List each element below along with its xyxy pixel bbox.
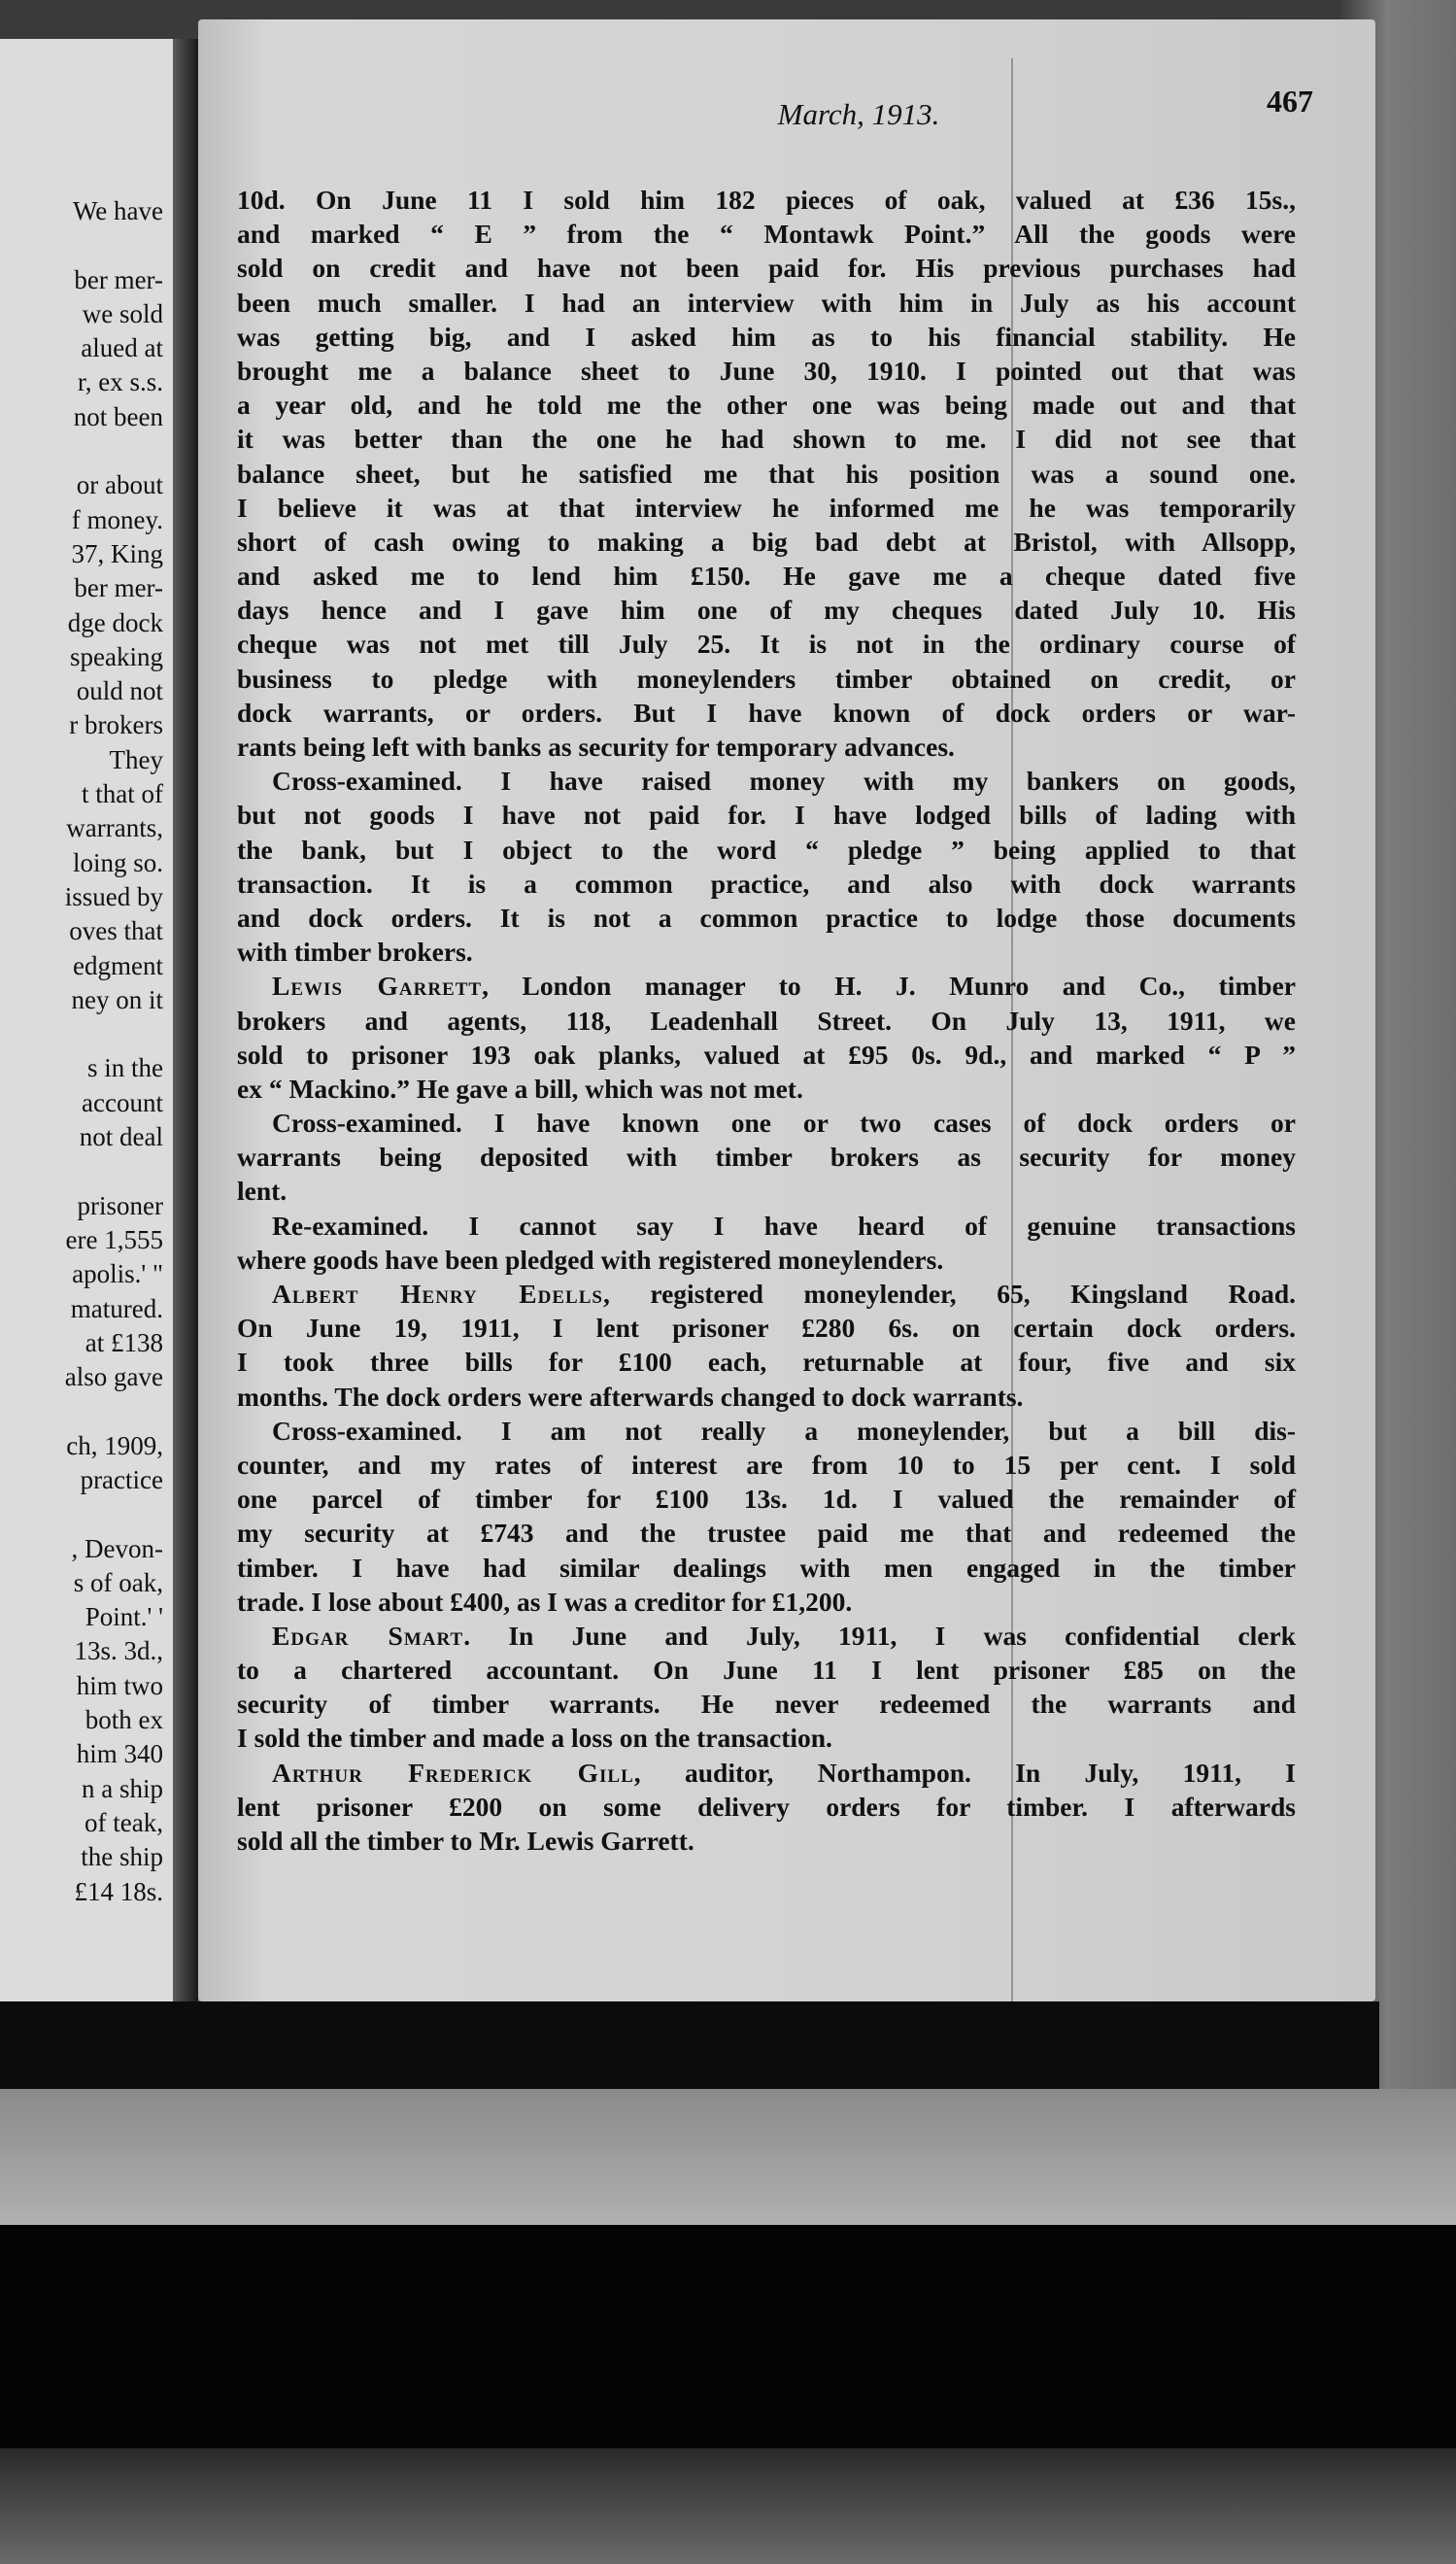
text-line: short of cash owing to making a big bad debt at Bristol, with Allsopp, [237,526,1296,557]
left-page-line: we sold [82,298,163,328]
text-line: cheque was not met till July 25. It is not in the ordinary course of [237,629,1296,660]
text-line: and asked me to lend him £150. He gave me a cheque dated five [237,561,1296,592]
left-page-line: 13s. 3d., [74,1636,163,1666]
left-page-line: warrants, [66,813,163,843]
witness-name: Albert Henry Edells [272,1279,603,1309]
line-text: , London manager to H. J. Munro and Co., timber [482,971,1296,1002]
text-line: sold on credit and have not been paid for. His previous purchases had [237,253,1296,284]
text-line: with timber brokers. [237,937,473,968]
text-line: On June 19, 1911, I lent prisoner £280 6s. on certain dock orders. [237,1313,1296,1344]
paragraph [237,183,1296,764]
left-page-line: r, ex s.s. [77,367,163,397]
text-line [237,1619,1296,1653]
left-page-line: dge dock [67,607,163,637]
right-page [198,19,1375,2001]
text-line: I took three bills for £100 each, returnable at four, five and six [237,1347,1296,1378]
paragraph [237,1106,1296,1209]
text-line: was getting big, and I asked him as to his financial stability. He [237,321,1296,352]
witness-name: Arthur Frederick Gill [272,1757,634,1788]
left-page-line: ber mer- [74,264,163,294]
left-page-line: the ship [81,1842,163,1872]
text-line: brought me a balance sheet to June 30, 1910. I pointed out that was [237,355,1296,386]
left-page-line: matured. [70,1293,163,1323]
text-line: Cross-examined. I have known one or two cases of dock orders or [272,1108,1296,1139]
text-line: balance sheet, but he satisfied me that his position was a sound one. [237,458,1296,489]
left-page-line: r brokers [69,710,163,740]
text-line: sold all the timber to Mr. Lewis Garrett. [237,1826,694,1856]
left-page-line: oves that [69,916,163,946]
left-page-line: t that of [82,779,163,809]
witness-name: Edgar Smart [272,1620,464,1651]
scan-black-bar [0,2225,1456,2448]
text-line [237,1277,1296,1311]
text-line [237,1756,1296,1790]
paragraph [237,1756,1296,1859]
left-page-line: practice [80,1464,163,1494]
text-line: I sold the timber and made a loss on the transaction. [237,1723,832,1754]
text-line: to a chartered accountant. On June 11 I lent prisoner £85 on the [237,1655,1296,1686]
left-page-line: both ex [85,1705,163,1735]
left-page-line: ch, 1909, [66,1430,163,1460]
book-gutter [173,39,198,2016]
left-page-line: We have [72,196,163,225]
line-text: . In June and July, 1911, I was confidential clerk [463,1620,1296,1651]
text-line: Re-examined. I cannot say I have heard of genuine transactions [272,1210,1296,1241]
line-text: , registered moneylender, 65, Kingsland Road. [602,1279,1297,1309]
text-line: and marked “ E ” from the “ Montawk Point.” All the goods were [237,219,1296,250]
text-line: business to pledge with moneylenders timber obtained on credit, or [237,663,1296,694]
text-line: one parcel of timber for £100 13s. 1d. I valued the remainder of [237,1484,1296,1515]
left-page-line: not been [73,401,163,431]
text-line: dock warrants, or orders. But I have known of dock orders or war- [237,697,1296,728]
left-page-line: ould not [76,676,163,706]
paragraph [237,1414,1296,1619]
left-page-line: ney on it [71,984,163,1014]
left-page-text [65,194,163,1909]
left-page-line: issued by [64,881,163,911]
paragraph [237,1619,1296,1756]
text-line: warrants being deposited with timber brokers as security for money [237,1142,1296,1173]
left-page-line: 37, King [71,538,163,568]
text-line: days hence and I gave him one of my cheques dated July 10. His [237,595,1296,626]
left-page-line: speaking [70,641,163,671]
left-page-line: , Devon- [71,1533,163,1563]
text-line: been much smaller. I had an interview with him in July as his account [237,287,1296,318]
text-line: Cross-examined. I am not really a moneylender, but a bill dis- [272,1415,1296,1446]
left-page-line: s of oak, [73,1567,163,1597]
text-line: a year old, and he told me the other one was being made out and that [237,390,1296,421]
left-page-line [65,228,163,262]
text-line: lent. [237,1176,288,1207]
scan-bottom-shadow [0,2001,1379,2089]
left-page-line: £14 18s. [74,1876,163,1906]
text-line: but not goods I have not paid for. I have lodged bills of lading with [237,800,1296,831]
text-line [237,969,1296,1003]
left-page-line: also gave [64,1362,163,1392]
text-line: where goods have been pledged with registered moneylenders. [237,1244,944,1275]
text-line: trade. I lose about £400, as I was a creditor for £1,200. [237,1586,853,1617]
paragraph [237,764,1296,969]
text-line: I believe it was at that interview he informed me he was temporarily [237,492,1296,523]
page-body-text [237,183,1296,1858]
left-page-line: account [82,1087,163,1117]
left-page-line: prisoner [77,1190,163,1220]
page-number: 467 [1267,84,1313,119]
scan-bottom-strip [0,2448,1456,2564]
left-page-line: They [109,744,163,774]
text-line: the bank, but I object to the word “ pledge ” being applied to that [237,834,1296,865]
left-page-line: him 340 [76,1739,163,1769]
line-text: , auditor, Northampon. In July, 1911, I [633,1757,1296,1788]
left-page-line [65,1497,163,1531]
left-page-line: him two [76,1670,163,1700]
text-line: Cross-examined. I have raised money with my bankers on goods, [272,766,1296,797]
text-line: counter, and my rates of interest are from 10 to 15 per cent. I sold [237,1449,1296,1480]
left-page-line: alued at [81,333,163,363]
left-page-line [65,1394,163,1428]
paragraph [237,1277,1296,1414]
text-line: and dock orders. It is not a common practice to lodge those documents [237,902,1296,933]
left-page-line [65,1017,163,1051]
text-line: rants being left with banks as security for temporary advances. [237,732,955,762]
paragraph [237,1209,1296,1277]
text-line: transaction. It is a common practice, and also with dock warrants [237,868,1296,899]
text-line: ex “ Mackino.” He gave a bill, which was not met. [237,1073,803,1104]
witness-name: Lewis Garrett [272,971,483,1002]
text-line: sold to prisoner 193 oak planks, valued at £95 0s. 9d., and marked “ P ” [237,1039,1296,1070]
text-line: months. The dock orders were afterwards changed to dock warrants. [237,1381,1024,1412]
left-page-line: or about [76,470,163,500]
left-page-line: at £138 [85,1327,163,1357]
text-line: it was better than the one he had shown to me. I did not see that [237,424,1296,455]
running-title: March, 1913. [777,97,940,131]
text-line: lent prisoner £200 on some delivery orders for timber. I afterwards [237,1791,1296,1822]
left-page-line: f money. [71,504,163,534]
text-line: timber. I have had similar dealings with men engaged in the timber [237,1552,1296,1583]
left-page-line: s in the [87,1053,163,1083]
left-page-line: Point.' ' [85,1602,163,1632]
paragraph [237,969,1296,1106]
left-page-line: not deal [79,1122,163,1152]
left-page-line: of teak, [85,1807,163,1837]
text-line: brokers and agents, 118, Leadenhall Street. On July 13, 1911, we [237,1005,1296,1036]
text-line: security of timber warrants. He never redeemed the warrants and [237,1689,1296,1720]
left-facing-page [0,39,179,2016]
left-page-line: n a ship [82,1773,163,1803]
left-page-line: apolis.' " [72,1259,163,1289]
left-page-line: loing so. [72,847,163,877]
left-page-line: ere 1,555 [65,1224,163,1254]
left-page-line [65,434,163,468]
text-line: 10d. On June 11 I sold him 182 pieces of oak, valued at £36 15s., [237,185,1296,215]
left-page-line [65,1154,163,1188]
text-line: my security at £743 and the trustee paid me that and redeemed the [237,1518,1296,1549]
left-page-line: edgment [73,950,163,980]
left-page-line: ber mer- [74,573,163,603]
